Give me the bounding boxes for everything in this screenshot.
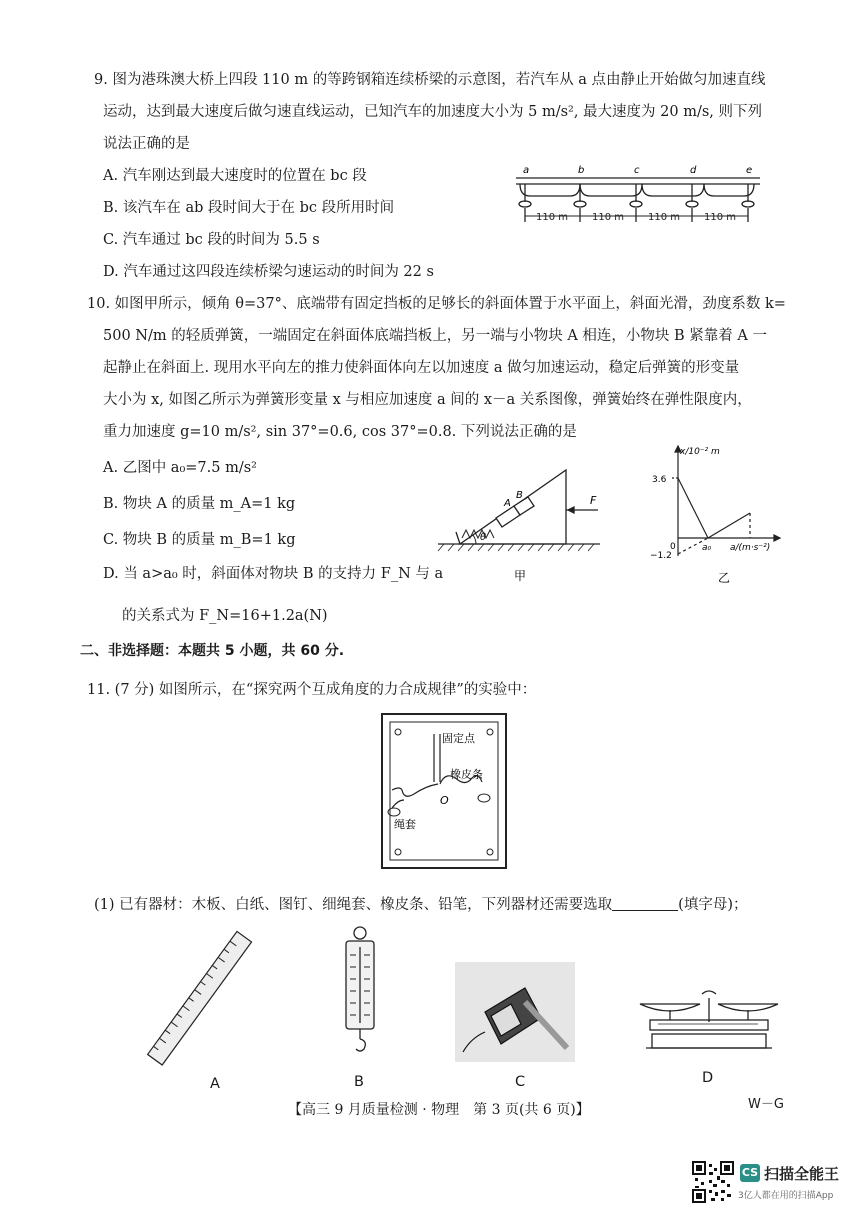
origin-label: 0 [670,542,676,552]
q9-option-b: B. 该汽车在 ab 段时间大于在 bc 段所用时间 [103,200,395,216]
bridge-span-1: 110 m [536,212,569,223]
instrument-c-letter: C [515,1074,526,1090]
y-tick-top: 3.6 [652,475,667,485]
q10-option-d-cont: 的关系式为 F_N=16+1.2a(N) [122,608,328,624]
q9-line-3: 说法正确的是 [103,136,190,152]
bridge-point-a: a [523,165,530,176]
x-axis-label: a/(m·s⁻²) [730,543,771,553]
paper-code: W－G [748,1097,784,1112]
q9-option-a: A. 汽车刚达到最大速度时的位置在 bc 段 [103,168,367,184]
bridge-point-b: b [578,165,585,176]
label-loop: 绳套 [394,818,416,831]
q10-option-a: A. 乙图中 a₀=7.5 m/s² [103,460,257,476]
q11-sub1-hint: (填字母)； [678,897,748,913]
q11-sub1 [94,895,747,915]
y-axis-label: x/10⁻² m [680,447,720,457]
qr-code-icon [691,1160,735,1204]
ruler-icon [132,930,272,1070]
answer-blank[interactable] [612,896,678,911]
q10-line-2: 500 N/m 的轻质弹簧，一端固定在斜面体底端挡板上，另一端与小物块 A 相连，小物块 B 紧靠着 A 一 [103,328,767,344]
label-theta: θ [480,532,487,543]
section-2-title: 二、非选择题：本题共 5 小题，共 60 分. [80,643,345,659]
instrument-a-letter: A [210,1076,220,1092]
q10-line-1: 10. 如图甲所示，倾角 θ=37°、底端带有固定挡板的足够长的斜面体置于水平面上，斜面光滑，劲度系数 k= [87,296,786,312]
label-block-b: B [516,490,523,501]
page-footer: 【高三 9 月质量检测 · 物理 第 3 页(共 6 页)】 [288,1102,590,1118]
q10-line-3: 起静止在斜面上. 现用水平向左的推力使斜面体向左以加速度 a 做匀加速运动，稳定后弹簧的形变量 [103,360,740,376]
spring-scale-icon [330,925,390,1055]
q11-sub1-text: (1) 已有器材：木板、白纸、图钉、细绳套、橡皮条、铅笔，下列器材还需要选取 [94,897,613,913]
instrument-d-letter: D [702,1070,714,1086]
bridge-point-e: e [746,165,753,176]
balance-icon [636,990,782,1060]
q10-line-5: 重力加速度 g=10 m/s², sin 37°=0.6, cos 37°=0.8. 下列说法正确的是 [103,424,577,440]
instrument-b-letter: B [354,1074,364,1090]
q9-line-2: 运动，达到最大速度后做匀速直线运动，已知汽车的加速度大小为 5 m/s², 最大速度为 20 m/s, 则下列 [103,104,763,120]
y-tick-bottom: −1.2 [650,551,672,561]
label-rubber-band: 橡皮条 [450,768,483,781]
q9-option-d: D. 汽车通过这四段连续桥梁匀速运动的时间为 22 s [103,264,434,280]
bridge-point-c: c [634,165,640,176]
bridge-span-4: 110 m [704,212,737,223]
bridge-span-2: 110 m [592,212,625,223]
a0-label: a₀ [702,543,712,553]
scanner-badge: CS [740,1164,760,1182]
timer-icon [455,962,575,1062]
q10-line-4: 大小为 x, 如图乙所示为弹簧形变量 x 与相应加速度 a 间的 x－a 关系图像，弹簧始终在弹性限度内， [103,392,752,408]
bridge-point-d: d [690,165,697,176]
incline-figure [430,460,610,590]
q10-option-c: C. 物块 B 的质量 m_B=1 kg [103,532,296,548]
bridge-diagram [510,158,770,238]
label-force-f: F [590,494,597,507]
label-fixed-point: 固定点 [442,732,475,745]
q9-option-c: C. 汽车通过 bc 段的时间为 5.5 s [103,232,320,248]
bridge-span-3: 110 m [648,212,681,223]
board-figure [380,712,510,872]
label-point-o: O [440,794,449,807]
caption-jia: 甲 [514,569,527,583]
caption-yi: 乙 [718,571,731,585]
q10-option-b: B. 物块 A 的质量 m_A=1 kg [103,496,296,512]
q10-option-d: D. 当 a>a₀ 时，斜面体对物块 B 的支持力 F_N 与 a [103,566,444,582]
label-block-a: A [504,498,511,509]
q11-title: 11. (7 分) 如图所示，在“探究两个互成角度的力合成规律”的实验中： [87,682,537,698]
q9-line-1: 9. 图为港珠澳大桥上四段 110 m 的等跨钢箱连续桥梁的示意图，若汽车从 a 点由静止开始做匀加速直线 [94,72,766,88]
scanner-app-name: 扫描全能王 [764,1165,840,1183]
x-a-graph [640,438,790,588]
scanner-tagline: 3亿人都在用的扫描App [738,1191,834,1201]
